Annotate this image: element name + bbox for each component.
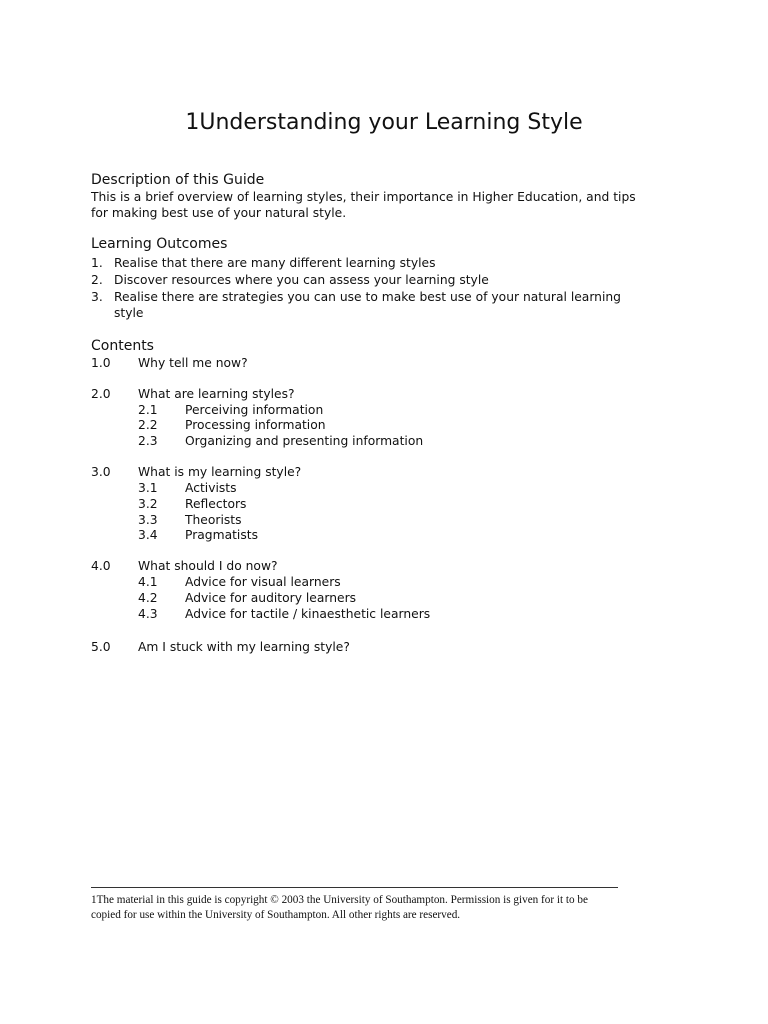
outcome-text: Discover resources where you can assess your learning style (114, 273, 489, 287)
toc-number: 3.3 (138, 513, 158, 527)
document-title: 1Understanding your Learning Style (185, 110, 583, 135)
toc-number: 4.3 (138, 607, 158, 621)
outcome-text: Realise that there are many different learning styles (114, 256, 436, 270)
contents-heading: Contents (91, 338, 154, 354)
toc-text: What are learning styles? (138, 387, 295, 401)
footnote-line-1: 1The material in this guide is copyright © 2003 the University of Southampton. Permission is given for it to be (91, 894, 588, 906)
toc-number: 2.3 (138, 434, 158, 448)
toc-number: 4.2 (138, 591, 158, 605)
outcomes-heading: Learning Outcomes (91, 236, 228, 252)
footnote (91, 893, 681, 922)
toc-text: Activists (185, 481, 237, 495)
toc-text: Organizing and presenting information (185, 434, 424, 448)
toc-number: 4.1 (138, 575, 158, 589)
toc-text: Advice for tactile / kinaesthetic learners (185, 607, 431, 621)
description-text (91, 189, 681, 221)
toc-number: 2.0 (91, 387, 111, 401)
toc-text: Advice for visual learners (185, 575, 341, 589)
toc-number: 3.1 (138, 481, 158, 495)
description-line-1: This is a brief overview of learning styles, their importance in Higher Education, and tips (91, 190, 636, 204)
toc-text: Reflectors (185, 497, 247, 511)
outcome-text: Realise there are strategies you can use to make best use of your natural learning (114, 290, 621, 304)
toc-number: 3.0 (91, 465, 111, 479)
toc-text: Advice for auditory learners (185, 591, 357, 605)
toc-number: 2.2 (138, 418, 158, 432)
toc-text: What should I do now? (138, 559, 278, 573)
outcome-number: 1. (91, 256, 103, 270)
toc-text: Pragmatists (185, 528, 258, 542)
toc-text: Am I stuck with my learning style? (138, 640, 350, 654)
toc-number: 2.1 (138, 403, 158, 417)
toc-number: 1.0 (91, 356, 111, 370)
toc-text: Perceiving information (185, 403, 324, 417)
toc-text: What is my learning style? (138, 465, 302, 479)
toc-number: 3.4 (138, 528, 158, 542)
outcome-number: 2. (91, 273, 103, 287)
footnote-line-2: copied for use within the University of Southampton. All other rights are reserved. (91, 908, 461, 921)
outcome-item-3-continuation: style (114, 306, 144, 320)
toc-number: 5.0 (91, 640, 111, 654)
toc-number: 3.2 (138, 497, 158, 511)
description-heading: Description of this Guide (91, 172, 265, 188)
toc-text: Theorists (185, 513, 242, 527)
toc-text: Why tell me now? (138, 356, 248, 370)
toc-number: 4.0 (91, 559, 111, 573)
description-line-2: for making best use of your natural style. (91, 206, 347, 220)
toc-text: Processing information (185, 418, 326, 432)
footnote-separator (91, 887, 618, 888)
outcome-number: 3. (91, 290, 103, 304)
